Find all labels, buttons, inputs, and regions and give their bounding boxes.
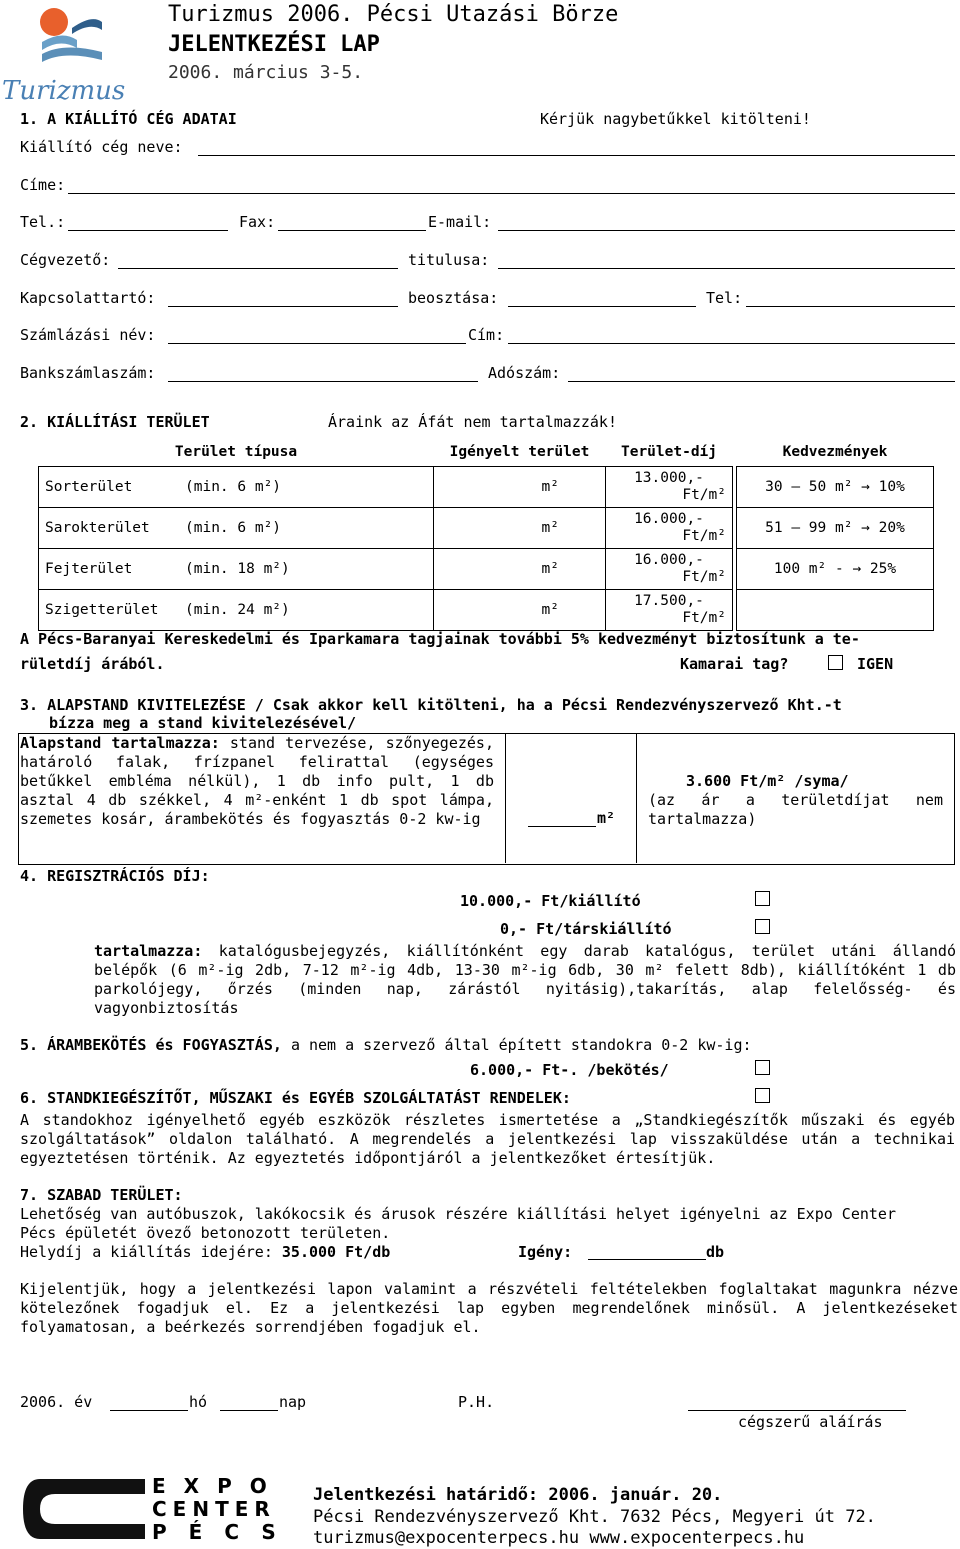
- power-checkbox[interactable]: [755, 1060, 770, 1075]
- chamber-checkbox[interactable]: [828, 655, 843, 670]
- site-fee: 35.000 Ft/db: [281, 1243, 391, 1261]
- fee-unit: Ft/m²: [682, 528, 726, 544]
- fax-label: Fax:: [239, 213, 276, 231]
- table-row: [39, 467, 934, 508]
- area-min: (min. 18 m²): [185, 561, 290, 577]
- section6-text: A standokhoz igényelhető egyéb eszközök részletes ismertetése a „Standkiegészítők műszaki és egyéb szolgáltatások” oldalon található. A megrendelés a jelentkezési lap visszaküldése után a technikai egyeztetésen történik. Az egyeztetés időpontjáról a jelentkezőket értesítjük.: [20, 1111, 955, 1167]
- expo-logo-swoosh: [20, 1474, 150, 1544]
- requested-field[interactable]: [434, 549, 606, 590]
- area-name: Sarokterület: [45, 520, 150, 536]
- turizmus-logo: [2, 2, 137, 106]
- contact-field[interactable]: [168, 306, 398, 307]
- stand-unit: m²: [597, 809, 616, 827]
- logo-line3: PÉCS: [152, 1520, 298, 1544]
- table-row: [39, 590, 934, 631]
- ceo-label: Cégvezető:: [20, 251, 111, 269]
- month-field[interactable]: [110, 1410, 188, 1411]
- section3-heading: 3. ALAPSTAND KIVITELEZÉSE / Csak akkor kell kitölteni, ha a Pécsi Rendezvényszervező Kht.-t: [20, 696, 842, 714]
- discount: 100 m² - → 25%: [737, 549, 934, 590]
- services-checkbox[interactable]: [755, 1088, 770, 1103]
- section5-line: [20, 1036, 752, 1054]
- section1-heading: 1. A KIÁLLÍTÓ CÉG ADATAI: [20, 110, 237, 128]
- signature-field[interactable]: [688, 1410, 906, 1411]
- coexhibitor-checkbox[interactable]: [755, 919, 770, 934]
- section5-heading: 5. ÁRAMBEKÖTÉS és FOGYASZTÁS,: [20, 1036, 282, 1054]
- col-requested: Igényelt terület: [449, 444, 590, 460]
- area-fee: 17.500,-: [634, 593, 704, 609]
- chamber-discount-line2: rületdíj árából.: [20, 655, 165, 673]
- discount: 51 – 99 m² → 20%: [737, 508, 934, 549]
- address-field[interactable]: [68, 193, 955, 194]
- area-name: Sorterület: [45, 479, 133, 495]
- bank-field[interactable]: [168, 381, 478, 382]
- fax-field[interactable]: [278, 230, 426, 231]
- stand-area-field[interactable]: [528, 826, 596, 827]
- billing-addr-label: Cím:: [468, 326, 505, 344]
- power-fee: 6.000,- Ft-. /bekötés/: [470, 1061, 669, 1079]
- area-unit: m²: [541, 479, 559, 495]
- tel-label: Tel.:: [20, 213, 66, 231]
- area-min: (min. 6 m²): [185, 520, 282, 536]
- form-title: Turizmus 2006. Pécsi Utazási Börze: [168, 2, 619, 27]
- stand-price-note: (az ár a területdíjat nem tartalmazza): [648, 791, 943, 828]
- tel2-label: Tel:: [706, 289, 743, 307]
- logo-text: Turizmus: [2, 76, 126, 106]
- day-label: nap: [279, 1393, 307, 1411]
- section7-heading: 7. SZABAD TERÜLET:: [20, 1186, 183, 1204]
- company-field[interactable]: [198, 155, 955, 156]
- discount: [737, 590, 934, 631]
- area-unit: m²: [541, 602, 559, 618]
- ceo-field[interactable]: [118, 268, 398, 269]
- area-fee: 16.000,-: [634, 511, 704, 527]
- section5-text: a nem a szervező által épített standokra 0-2 kw-ig:: [290, 1036, 752, 1054]
- logo-line1: EXPO: [152, 1474, 285, 1498]
- stand-content-text: stand tervezése, szőnyegezés, határoló falak, frízpanel felirattal (egységes betűkkel embléma nélkül), 1 db info pult, 1 db asztal 4 db székkel, 4 m²-enként 1 db spot lámpa, szemetes kosár, árambekötés és fogyasztás 0-2 kw-ig: [20, 734, 494, 828]
- title-field[interactable]: [498, 268, 955, 269]
- day-field[interactable]: [220, 1410, 278, 1411]
- demand-field[interactable]: [588, 1259, 706, 1260]
- contact-label: Kapcsolattartó:: [20, 289, 156, 307]
- section7-text: Lehetőség van autóbuszok, lakókocsik és árusok részére kiállítási helyet igényelni az Expo Center Pécs épületét övező betonozott területen.: [20, 1205, 896, 1242]
- expo-center-logo: [20, 1474, 302, 1544]
- bank-label: Bankszámlaszám:: [20, 364, 156, 382]
- area-min: (min. 24 m²): [185, 602, 290, 618]
- fee-coexhibitor: 0,- Ft/társkiállító: [500, 920, 672, 938]
- demand-unit: db: [706, 1243, 725, 1261]
- stand-price: 3.600 Ft/m² /syma/: [686, 772, 849, 790]
- area-fee: 16.000,-: [634, 552, 704, 568]
- signature-label: cégszerű aláírás: [738, 1413, 883, 1431]
- section6-heading: 6. STANDKIEGÉSZÍTŐT, MŰSZAKI és EGYÉB SZOLGÁLTATÁST RENDELEK:: [20, 1089, 571, 1107]
- logo-graphic: [2, 2, 137, 82]
- form-subtitle: JELENTKEZÉSI LAP: [168, 32, 380, 57]
- area-unit: m²: [541, 520, 559, 536]
- table-row: [39, 549, 934, 590]
- vat-note: Áraink az Áfát nem tartalmazzák!: [328, 413, 617, 431]
- discount: 30 – 50 m² → 10%: [737, 467, 934, 508]
- chamber-question: Kamarai tag?: [680, 655, 789, 673]
- area-table-header: [39, 438, 934, 467]
- requested-field[interactable]: [434, 590, 606, 631]
- contact-info: turizmus@expocenterpecs.hu www.expocenterpecs.hu: [313, 1528, 805, 1548]
- site-fee-label: Helydíj a kiállítás idejére:: [20, 1243, 273, 1261]
- deadline: Jelentkezési határidő: 2006. január. 20.: [313, 1485, 723, 1505]
- stand-content-label: Alapstand tartalmazza:: [20, 734, 220, 752]
- registration-content-label: tartalmazza:: [94, 942, 203, 960]
- registration-content-text: katalógusbejegyzés, kiállítónként egy darab katalógus, terület utáni állandó belépők (6 m²-ig 2db, 7-12 m²-ig 4db, 13-30 m²-ig 6db, 30 m² felett 8db), kiállítóként 1 db parkolójegy, őrzés (minden nap, zárástól nyitásig),takarítás, alap felelősség- és vagyonbiztosítás: [94, 942, 956, 1017]
- fee-unit: Ft/m²: [682, 569, 726, 585]
- stamp-label: P.H.: [458, 1393, 495, 1411]
- capitals-note: Kérjük nagybetűkkel kitölteni!: [540, 110, 811, 128]
- col-fee: Terület-díj: [620, 444, 718, 460]
- event-date: 2006. március 3-5.: [168, 62, 364, 83]
- year-label: 2006. év: [20, 1393, 93, 1411]
- company-label: Kiállító cég neve:: [20, 138, 183, 156]
- title-label: titulusa:: [408, 251, 490, 269]
- col-type: Terület típusa: [174, 444, 298, 460]
- area-table: [38, 438, 934, 631]
- chamber-yes-label: IGEN: [857, 655, 894, 673]
- organizer-address: Pécsi Rendezvényszervező Kht. 7632 Pécs, Megyeri út 72.: [313, 1507, 876, 1527]
- stand-content: [20, 734, 494, 829]
- chamber-discount-line1: A Pécs-Baranyai Kereskedelmi és Iparkamara tagjainak további 5% kedvezményt biztosítunk a te-: [20, 630, 860, 648]
- registration-content: [94, 942, 956, 1018]
- billing-label: Számlázási név:: [20, 326, 156, 344]
- area-fee: 13.000,-: [634, 470, 704, 486]
- email-field[interactable]: [498, 230, 955, 231]
- month-label: hó: [189, 1393, 208, 1411]
- billing-field[interactable]: [168, 343, 466, 344]
- site-fee-line: [20, 1243, 390, 1261]
- tax-label: Adószám:: [488, 364, 561, 382]
- requested-field[interactable]: [434, 467, 606, 508]
- section4-heading: 4. REGISZTRÁCIÓS DÍJ:: [20, 867, 210, 885]
- logo-line2: CENTER: [152, 1497, 276, 1521]
- position-label: beosztása:: [408, 289, 499, 307]
- fee-exhibitor: 10.000,- Ft/kiállító: [460, 892, 641, 910]
- tel2-field[interactable]: [746, 306, 955, 307]
- area-unit: m²: [541, 561, 559, 577]
- tel-field[interactable]: [68, 230, 228, 231]
- area-min: (min. 6 m²): [185, 479, 282, 495]
- demand-label: Igény:: [518, 1243, 573, 1261]
- position-field[interactable]: [508, 306, 696, 307]
- email-label: E-mail:: [428, 213, 492, 231]
- area-name: Fejterület: [45, 561, 133, 577]
- section2-heading: 2. KIÁLLÍTÁSI TERÜLET: [20, 413, 210, 431]
- section3-heading-cont: bízza meg a stand kivitelezésével/: [49, 714, 357, 732]
- fee-unit: Ft/m²: [682, 487, 726, 503]
- address-label: Címe:: [20, 176, 66, 194]
- col-discount: Kedvezmények: [782, 444, 888, 460]
- declaration: Kijelentjük, hogy a jelentkezési lapon valamint a részvételi feltételekben foglaltakat magunkra nézve kötelezőnek fogadjuk el. Ez a jelentkezési lap egyben megrendelőnek minősül. A jelentkezéseket folyamatosan, a beérkezés sorrendjében fogadjuk el.: [20, 1280, 958, 1336]
- exhibitor-checkbox[interactable]: [755, 891, 770, 906]
- fee-unit: Ft/m²: [682, 610, 726, 626]
- requested-field[interactable]: [434, 508, 606, 549]
- tax-field[interactable]: [568, 381, 955, 382]
- area-name: Szigetterület: [45, 602, 159, 618]
- table-row: [39, 508, 934, 549]
- billing-addr-field[interactable]: [508, 343, 955, 344]
